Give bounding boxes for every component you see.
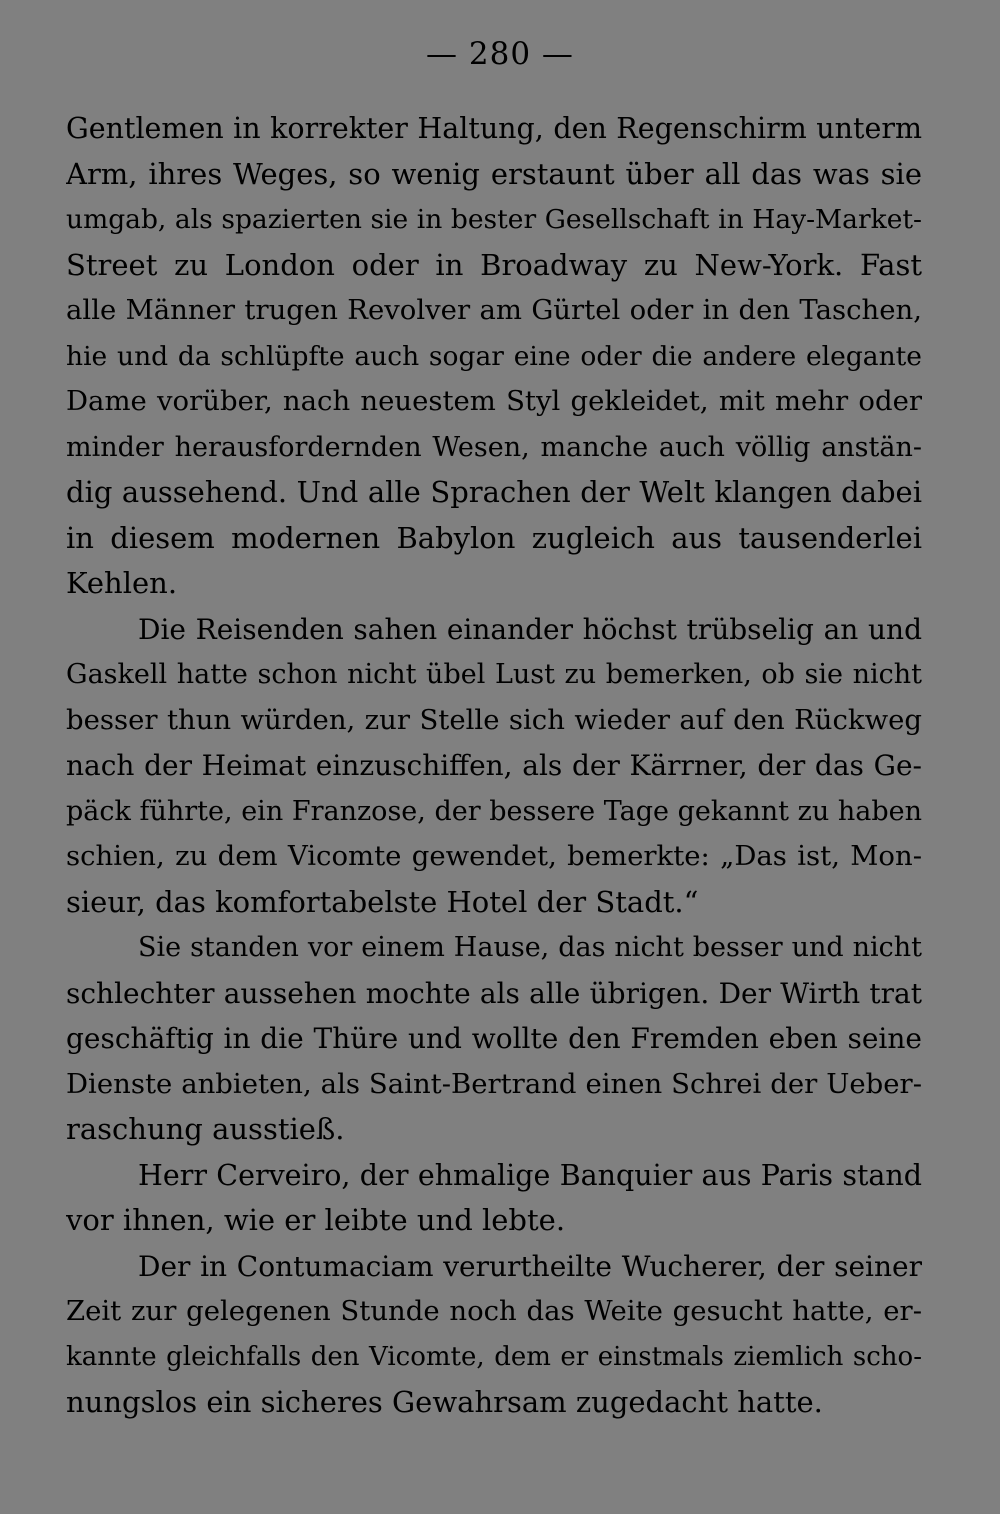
text-line: schien, zu dem Vicomte gewendet, bemerkte: „Das ist, Mon- bbox=[66, 840, 922, 872]
text-line: Die Reisenden sahen einander höchst trübselig an und bbox=[138, 612, 922, 646]
text-line: schlechter aussehen mochte als alle übrigen. Der Wirth trat bbox=[66, 976, 922, 1010]
text-line: besser thun würden, zur Stelle sich wieder auf den Rückweg bbox=[66, 703, 922, 736]
text-line: Kehlen. bbox=[66, 566, 178, 600]
text-line: Zeit zur gelegenen Stunde noch das Weite gesucht hatte, er- bbox=[66, 1295, 922, 1327]
text-line: minder herausfordernden Wesen, manche auch völlig anstän- bbox=[66, 431, 922, 463]
text-line: Gaskell hatte schon nicht übel Lust zu bemerken, ob sie nicht bbox=[66, 659, 922, 690]
text-line: raschung ausstieß. bbox=[66, 1112, 345, 1146]
page-number: — 280 — bbox=[426, 36, 574, 72]
text-line: alle Männer trugen Revolver am Gürtel oder in den Taschen, bbox=[66, 294, 922, 326]
text-line: päck führte, ein Franzose, der bessere Tage gekannt zu haben bbox=[66, 795, 922, 827]
text-line: Arm, ihres Weges, so wenig erstaunt über all das was sie bbox=[66, 156, 922, 191]
text-line: umgab, als spazierten sie in bester Gesellschaft in Hay-Market- bbox=[66, 204, 922, 235]
text-line: sieur, das komfortabelste Hotel der Stadt.“ bbox=[66, 884, 699, 919]
text-line: Street zu London oder in Broadway zu New-York. Fast bbox=[66, 247, 922, 282]
text-line: nach der Heimat einzuschiffen, als der Kärrner, der das Ge- bbox=[66, 749, 922, 782]
text-line: vor ihnen, wie er leibte und lebte. bbox=[66, 1203, 566, 1237]
text-line: Sie standen vor einem Hause, das nicht besser und nicht bbox=[138, 932, 922, 963]
body-text bbox=[66, 106, 922, 1426]
text-line: kannte gleichfalls den Vicomte, dem er einstmals ziemlich scho- bbox=[66, 1341, 922, 1372]
text-line: Der in Contumaciam verurtheilte Wucherer, der seiner bbox=[138, 1249, 922, 1283]
text-line: Dame vorüber, nach neuestem Styl gekleidet, mit mehr oder bbox=[66, 385, 922, 417]
text-line: nungslos ein sicheres Gewahrsam zugedacht hatte. bbox=[66, 1385, 823, 1419]
text-line: Gentlemen in korrekter Haltung, den Regenschirm unterm bbox=[66, 112, 922, 145]
text-line: Dienste anbieten, als Saint-Bertrand einen Schrei der Ueber- bbox=[66, 1067, 922, 1100]
text-line: in diesem modernen Babylon zugleich aus tausenderlei bbox=[66, 520, 922, 555]
text-line: geschäftig in die Thüre und wollte den Fremden eben seine bbox=[66, 1022, 922, 1055]
text-line: dig aussehend. Und alle Sprachen der Welt klangen dabei bbox=[66, 475, 922, 509]
text-line: hie und da schlüpfte auch sogar eine oder die andere elegante bbox=[66, 340, 922, 372]
text-line: Herr Cerveiro, der ehmalige Banquier aus Paris stand bbox=[138, 1158, 922, 1192]
